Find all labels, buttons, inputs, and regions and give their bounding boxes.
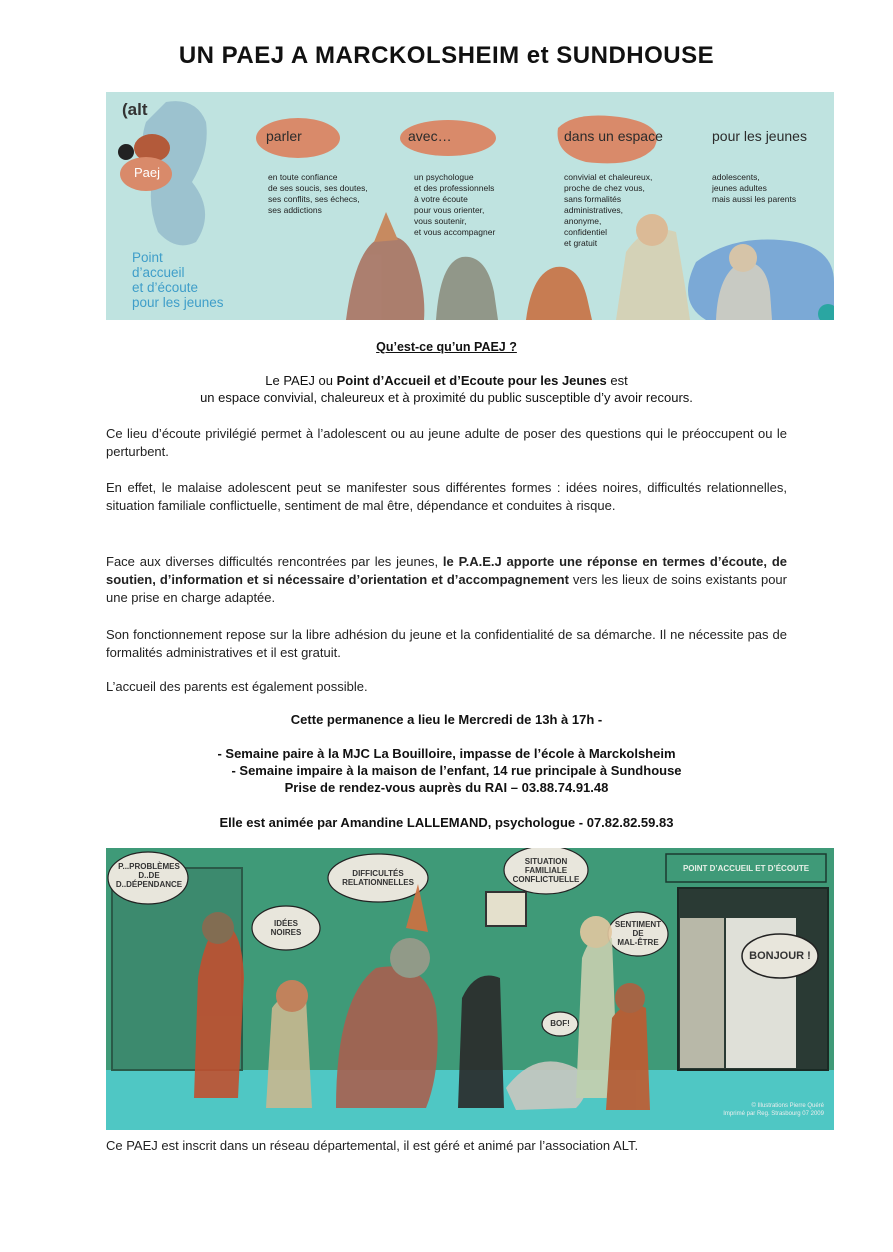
- banner-text-parler: en toute confiance de ses soucis, ses doutes, ses conflits, ses échecs, ses addictions: [268, 172, 368, 215]
- appointment-text: Prise de rendez-vous auprès du RAI – 03.88.74.91.48: [284, 780, 609, 795]
- schedule-text: Cette permanence a lieu le Mercredi de 13h à 17h -: [290, 712, 603, 727]
- intro-line-1: [106, 372, 787, 389]
- bubble-situation: SITUATION FAMILIALE CONFLICTUELLE: [512, 857, 580, 884]
- paragraph-listening: Ce lieu d’écoute privilégié permet à l’adolescent ou au jeune adulte de poser des questions qui le préoccupent ou le perturbent.: [106, 426, 787, 459]
- response-post: vers les lieux de soins existants pour une prise en charge adaptée.: [106, 572, 787, 605]
- response-bold: le P.A.E.J apporte une réponse en termes d’écoute, de soutien, d’information et si nécessaire d’orientation et d’accompagnement: [106, 554, 787, 587]
- banner-text-espace: convivial et chaleureux, proche de chez vous, sans formalités administratives, anonyme, confidentiel et gratuit: [564, 172, 653, 248]
- banner-heading-parler: parler: [266, 128, 302, 144]
- sign-point-accueil: POINT D’ACCUEIL ET D’ÉCOUTE: [682, 864, 810, 873]
- paragraph-malaise: En effet, le malaise adolescent peut se manifester sous différentes formes : idées noires, difficultés relationnelles, situation familiale conflictuelle, sentiment de mal être, dépendance et conduites à risque.: [106, 480, 787, 513]
- location-even-week: - Semaine paire à la MJC La Bouilloire, impasse de l’école à Marckolsheim: [217, 746, 676, 761]
- paej-badge: [120, 156, 172, 192]
- intro-bold: Point d’Accueil et d’Ecoute pour les Jeunes: [336, 373, 607, 388]
- paragraph-response: [106, 553, 787, 607]
- intro-post: est: [606, 373, 628, 388]
- point-accueil-label: Point d’accueil et d’écoute pour les jeunes: [132, 250, 224, 310]
- response-pre: Face aux diverses difficultés rencontrées par les jeunes,: [106, 554, 443, 569]
- intro-pre: Le PAEJ ou: [265, 373, 337, 388]
- paragraph-functioning: Son fonctionnement repose sur la libre adhésion du jeune et la confidentialité de sa démarche. Il ne nécessite pas de formalités administratives et il est gratuit.: [106, 627, 787, 660]
- footer-text: Ce PAEJ est inscrit dans un réseau départemental, il est géré et animé par l’association ALT.: [106, 1138, 639, 1153]
- banner-text-avec: un psychologue et des professionnels à votre écoute pour vous orienter, vous soutenir, et vous accompagner: [414, 172, 496, 237]
- intro-line-2: un espace convivial, chaleureux et à proximité du public susceptible d’y avoir recours.: [200, 390, 693, 405]
- paragraph-parents: L’accueil des parents est également possible.: [106, 679, 368, 694]
- page-title: UN PAEJ A MARCKOLSHEIM et SUNDHOUSE: [178, 42, 715, 69]
- bubble-idees-noires: IDÉES NOIRES: [270, 919, 302, 937]
- animator-text: Elle est animée par Amandine LALLEMAND, psychologue - 07.82.82.59.83: [219, 815, 674, 830]
- header-banner-illustration: [106, 92, 834, 320]
- banner-heading-avec: avec…: [408, 128, 452, 144]
- alt-logo: (alt: [122, 100, 148, 119]
- banner-heading-espace: dans un espace: [564, 128, 663, 144]
- comic-illustration: [106, 848, 834, 1130]
- intro-paragraph: [106, 372, 787, 406]
- banner-text-jeunes: adolescents, jeunes adultes mais aussi les parents: [712, 172, 797, 204]
- bubble-bof: BOF!: [550, 1019, 570, 1028]
- paej-badge-label: Paej: [134, 165, 161, 180]
- bubble-dependance: P...PROBLÈMES D..DE D..DÉPENDANCE: [115, 862, 183, 889]
- comic-artwork: [106, 848, 834, 1130]
- bubble-bonjour: BONJOUR !: [749, 950, 811, 962]
- location-odd-week: - Semaine impaire à la maison de l’enfant, 14 rue principale à Sundhouse: [231, 763, 682, 778]
- bubble-difficultes: DIFFICULTÉS RELATIONNELLES: [342, 869, 414, 887]
- section-heading: Qu’est-ce qu’un PAEJ ?: [376, 340, 517, 354]
- banner-heading-jeunes: pour les jeunes: [712, 128, 807, 144]
- comic-credits: © Illustrations Pierre Quéré Imprimé par Reg. Strasbourg 07 2009: [723, 1103, 824, 1117]
- bubble-sentiment: SENTIMENT DE MAL-ÊTRE: [614, 920, 662, 947]
